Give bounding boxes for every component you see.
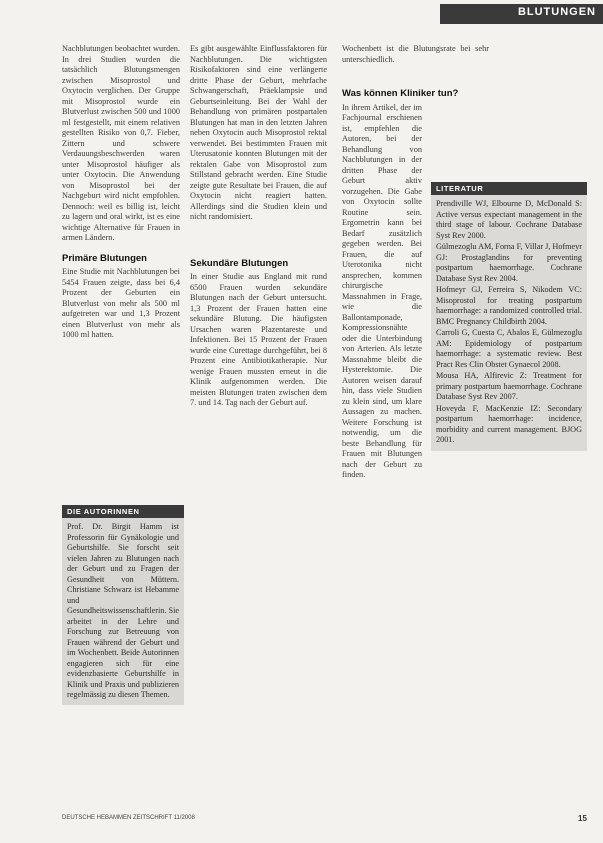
heading-secondary: Sekundäre Blutungen xyxy=(190,257,289,269)
literature-box xyxy=(431,182,587,451)
literature-title: LITERATUR xyxy=(431,182,587,195)
column-1 xyxy=(62,44,180,341)
journal-footer: DEUTSCHE HEBAMMEN ZEITSCHRIFT 11/2008 xyxy=(62,815,195,821)
authors-box xyxy=(62,505,184,705)
heading-primary: Primäre Blutungen xyxy=(62,252,147,264)
authors-title: DIE AUTORINNEN xyxy=(62,505,184,518)
section-title: BLUTUNGEN xyxy=(517,6,596,18)
col1-paragraph: Nachblutungen beobachtet wurden. In drei Studien wurden die tatsächlich Blutungsmengen zwischen Misoprostol und Oxytocin verglichen. Der Gruppe mit Misoprostol wurde ein Blutverlust zwischen 500 und 1000 ml festgestellt, mit einem relativen gestellten Risiko von 0,7. Fieber, Zittern und schwere Verdauungsbeschwerden waren unter Misoprostol häufiger als unter Oxytocin. Die Anwendung von Misoprostol bei der Nachgeburt wird nicht empfohlen. Dennoch: weil es billig ist, leicht zu lagern und oral wirkt, ist es eine wichtige Alternative für Frauen in armen Ländern. xyxy=(62,44,180,242)
authors-text: Prof. Dr. Birgit Hamm ist Professorin für Gynäkologie und Geburtshilfe. Sie forscht seit vielen Jahren zu Blutungen nach der Geburt und zu Fragen der Gesundheit von Müttern. Christiane Schwarz ist Hebamme und Gesundheitswissenschaftlerin. Sie arbeitet in der Lehre und Forschung zur Betreuung von Frauen während der Geburt und im Wochenbett. Beide Autorinnen engagieren sich für eine evidenzbasierte Geburtshilfe in Klinik und Praxis und publizieren regelmässig zu diesen Themen. xyxy=(62,518,184,705)
literature-list xyxy=(431,195,587,451)
col3-paragraph: Wochenbett ist die Blutungsrate bei sehr unterschiedlich. xyxy=(342,44,489,64)
reference: Hofmeyr GJ, Ferreira S, Nikodem VC: Misoprostol for treating postpartum haemorrhage: a randomized controlled trial. BMC Pregnancy Childbirth 2004. xyxy=(436,285,582,326)
column-2 xyxy=(190,44,327,409)
heading-clinic: Was können Kliniker tun? xyxy=(342,88,459,99)
reference: Gülmezoglu AM, Forna F, Villar J, Hofmeyr GJ: Prostaglandins for preventing postpartum haemorrhage. Cochrane Database Syst Rev 2004. xyxy=(436,242,582,283)
reference: Mousa HA, Alfirevic Z: Treatment for primary postpartum haemorrhage. Cochrane Database Syst Rev 2007. xyxy=(436,371,582,401)
col1-paragraph-2: Eine Studie mit Nachblutungen bei 5454 Frauen zeigte, dass bei 6,4 Prozent der Geburten ein Blutverlust von mehr als 500 ml aufgetreten war und 1,3 Prozent einen Blutverlust von mehr als 1000 ml hatten. xyxy=(62,267,180,339)
reference: Prendiville WJ, Elbourne D, McDonald S: Active versus expectant management in the third stage of labour. Cochrane Database Syst Rev 2000. xyxy=(436,199,582,240)
col3-paragraph-2: In ihrem Artikel, der im Fachjournal erschienen ist, empfehlen die Autoren, bei der Behandlung von Nachblutungen in der dritten Phase der Geburt aktiv vorzugehen. Die Gabe von Oxytocin sollte Routine sein. Ergometrin kann bei Bedarf zusätzlich gegeben werden. Bei Frauen, die auf Uterotonika nicht ansprechen, kommen chirurgische Massnahmen in Frage, wie die Ballontamponade, Kompressionsnähte oder die Unterbindung von Arterien. Als letzte Massnahme bleibt die Hysterektomie. Die Autoren weisen darauf hin, dass viele Studien zu klein sind, um klare Aussagen zu machen. Weitere Forschung ist notwendig, um die beste Behandlung für Frauen mit Blutungen nach der Geburt zu finden. xyxy=(342,102,422,479)
reference: Hoveyda F, MacKenzie IZ: Secondary postpartum haemorrhage: incidence, morbidity and current management. BJOG 2001. xyxy=(436,403,582,444)
col2-paragraph-2: In einer Studie aus England mit rund 6500 Frauen wurden sekundäre Blutungen nach der Geburt untersucht. 1,3 Prozent der Frauen hatten eine sekundäre Blutung. Die häufigsten Ursachen waren Plazentareste und Infektionen. Bei 15 Prozent der Frauen wurde eine Curettage durchgeführt, bei 8 Prozent eine Antibiotikatherapie. Nur wenige Frauen mussten erneut in die Klinik aufgenommen werden. Die meisten Blutungen traten zwischen dem 7. und 14. Tag nach der Geburt auf. xyxy=(190,272,327,407)
page-number: 15 xyxy=(578,814,587,823)
page-header xyxy=(0,0,603,26)
reference: Carroli G, Cuesta C, Abalos E, Gülmezoglu AM: Epidemiology of postpartum haemorrhage: a systematic review. Best Pract Res Clin Obstet Gynaecol 2008. xyxy=(436,328,582,369)
col2-paragraph: Es gibt ausgewählte Einflussfaktoren für Nachblutungen. Die wichtigsten Risikofaktoren sind eine verlängerte dritte Phase der Geburt, mehrfache Schwangerschaft, Präeklampsie und Geburtseinleitung. Bei der Wahl der Behandlung von primären postpartalen Blutungen hat man in den letzten Jahren neben Oxytocin auch Misoprostol rektal verwendet. Bei bestimmten Frauen mit Uterusatonie konnten Blutungen mit der rektalen Gabe von Misoprostol zum Stillstand gebracht werden. Eine Studie zeigte gute Resultate bei Frauen, die auf Oxytocin nicht reagiert hatten. Allerdings sind die Studien klein und nicht randomisiert. xyxy=(190,44,327,221)
